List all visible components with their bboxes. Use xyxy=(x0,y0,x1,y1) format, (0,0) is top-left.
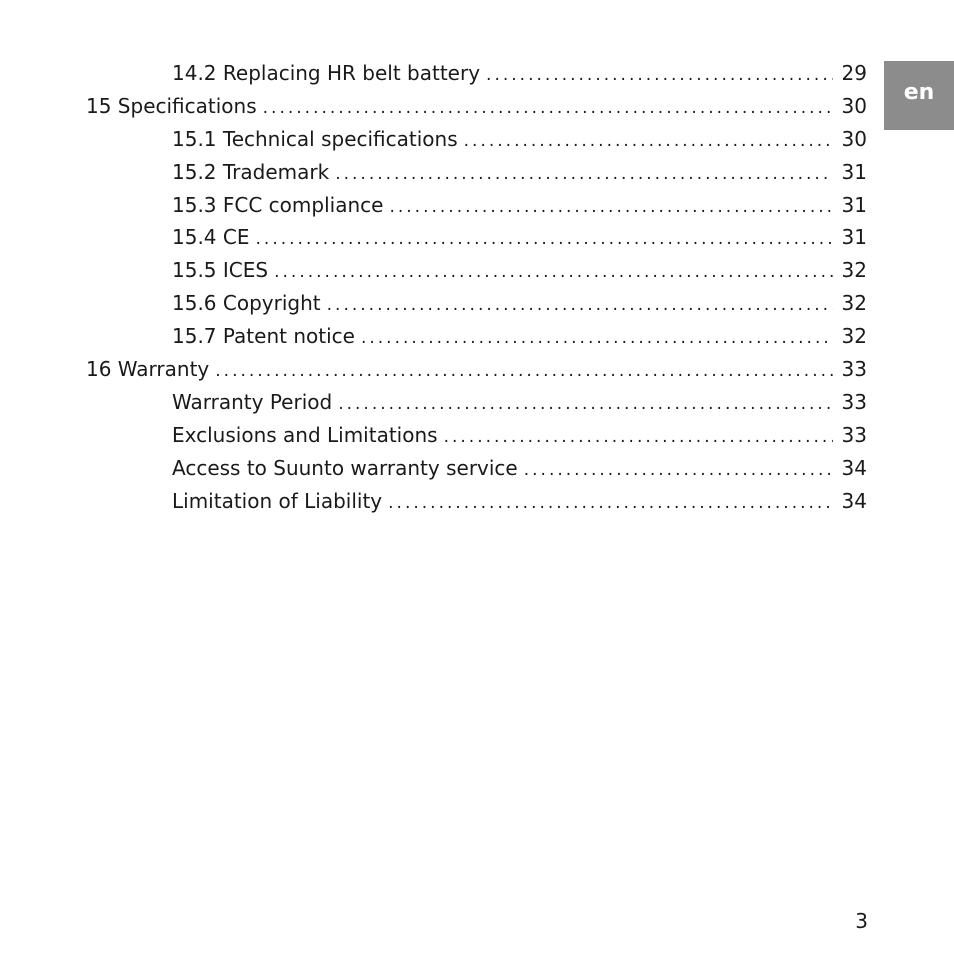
toc-entry-label: 15.7 Patent notice xyxy=(172,324,355,349)
toc-entry-page: 31 xyxy=(841,225,867,250)
toc-entry-page: 30 xyxy=(841,126,867,151)
toc-entry[interactable] xyxy=(86,156,867,189)
toc-entry-page: 32 xyxy=(841,291,867,316)
toc-entry-page: 30 xyxy=(841,93,867,118)
toc-entry[interactable] xyxy=(86,221,867,254)
toc-dot-leader xyxy=(327,289,833,322)
toc-dot-leader xyxy=(464,125,833,158)
toc-dot-leader xyxy=(361,322,833,355)
toc-entry-page: 33 xyxy=(841,389,867,414)
toc-entry-label: 16 Warranty xyxy=(86,357,210,382)
toc-entry-label: 14.2 Replacing HR belt battery xyxy=(172,61,481,85)
toc-entry-page: 32 xyxy=(841,324,867,349)
toc-entry-label: Access to Suunto warranty service xyxy=(172,455,518,480)
toc-entry[interactable] xyxy=(86,485,867,518)
toc-entry-label: 15.5 ICES xyxy=(172,258,269,283)
toc-entry-label: 15.1 Technical specifications xyxy=(172,126,458,151)
toc-entry-label: Warranty Period xyxy=(172,389,333,414)
toc-dot-leader xyxy=(335,158,833,191)
toc-entry-page: 32 xyxy=(841,258,867,283)
table-of-contents xyxy=(86,57,867,517)
toc-entry[interactable] xyxy=(86,452,867,485)
toc-entry-label: 15.6 Copyright xyxy=(172,291,321,316)
toc-entry-page: 33 xyxy=(841,357,867,382)
toc-dot-leader xyxy=(338,388,833,421)
toc-entry[interactable] xyxy=(86,254,867,287)
toc-entry-page: 31 xyxy=(841,192,867,217)
toc-entry[interactable] xyxy=(86,320,867,353)
toc-entry-label: 15.4 CE xyxy=(172,225,250,250)
toc-entry[interactable] xyxy=(86,57,867,90)
toc-entry-page: 34 xyxy=(841,455,867,480)
toc-dot-leader xyxy=(524,454,833,487)
toc-dot-leader xyxy=(486,59,833,92)
toc-entry[interactable] xyxy=(86,353,867,386)
toc-entry[interactable] xyxy=(86,386,867,419)
toc-entry[interactable] xyxy=(86,287,867,320)
toc-entry-page: 31 xyxy=(841,159,867,184)
toc-entry-page: 29 xyxy=(841,61,867,85)
toc-entry-label: 15 Specifications xyxy=(86,93,257,118)
toc-dot-leader xyxy=(389,191,833,224)
page-number: 3 xyxy=(855,909,868,933)
toc-entry[interactable] xyxy=(86,419,867,452)
language-tab[interactable]: en xyxy=(884,61,954,130)
toc-entry[interactable] xyxy=(86,189,867,222)
toc-dot-leader xyxy=(444,421,833,454)
toc-dot-leader xyxy=(388,487,833,520)
toc-entry-label: Exclusions and Limitations xyxy=(172,422,438,447)
toc-dot-leader xyxy=(263,92,833,125)
toc-dot-leader xyxy=(274,256,833,289)
toc-entry-label: Limitation of Liability xyxy=(172,488,383,513)
toc-dot-leader xyxy=(256,223,834,256)
toc-entry[interactable] xyxy=(86,90,867,123)
toc-entry-page: 34 xyxy=(841,488,867,513)
toc-entry-label: 15.2 Trademark xyxy=(172,159,330,184)
toc-entry-page: 33 xyxy=(841,422,867,447)
toc-entry-label: 15.3 FCC compliance xyxy=(172,192,384,217)
toc-dot-leader xyxy=(215,355,833,388)
toc-entry[interactable] xyxy=(86,123,867,156)
